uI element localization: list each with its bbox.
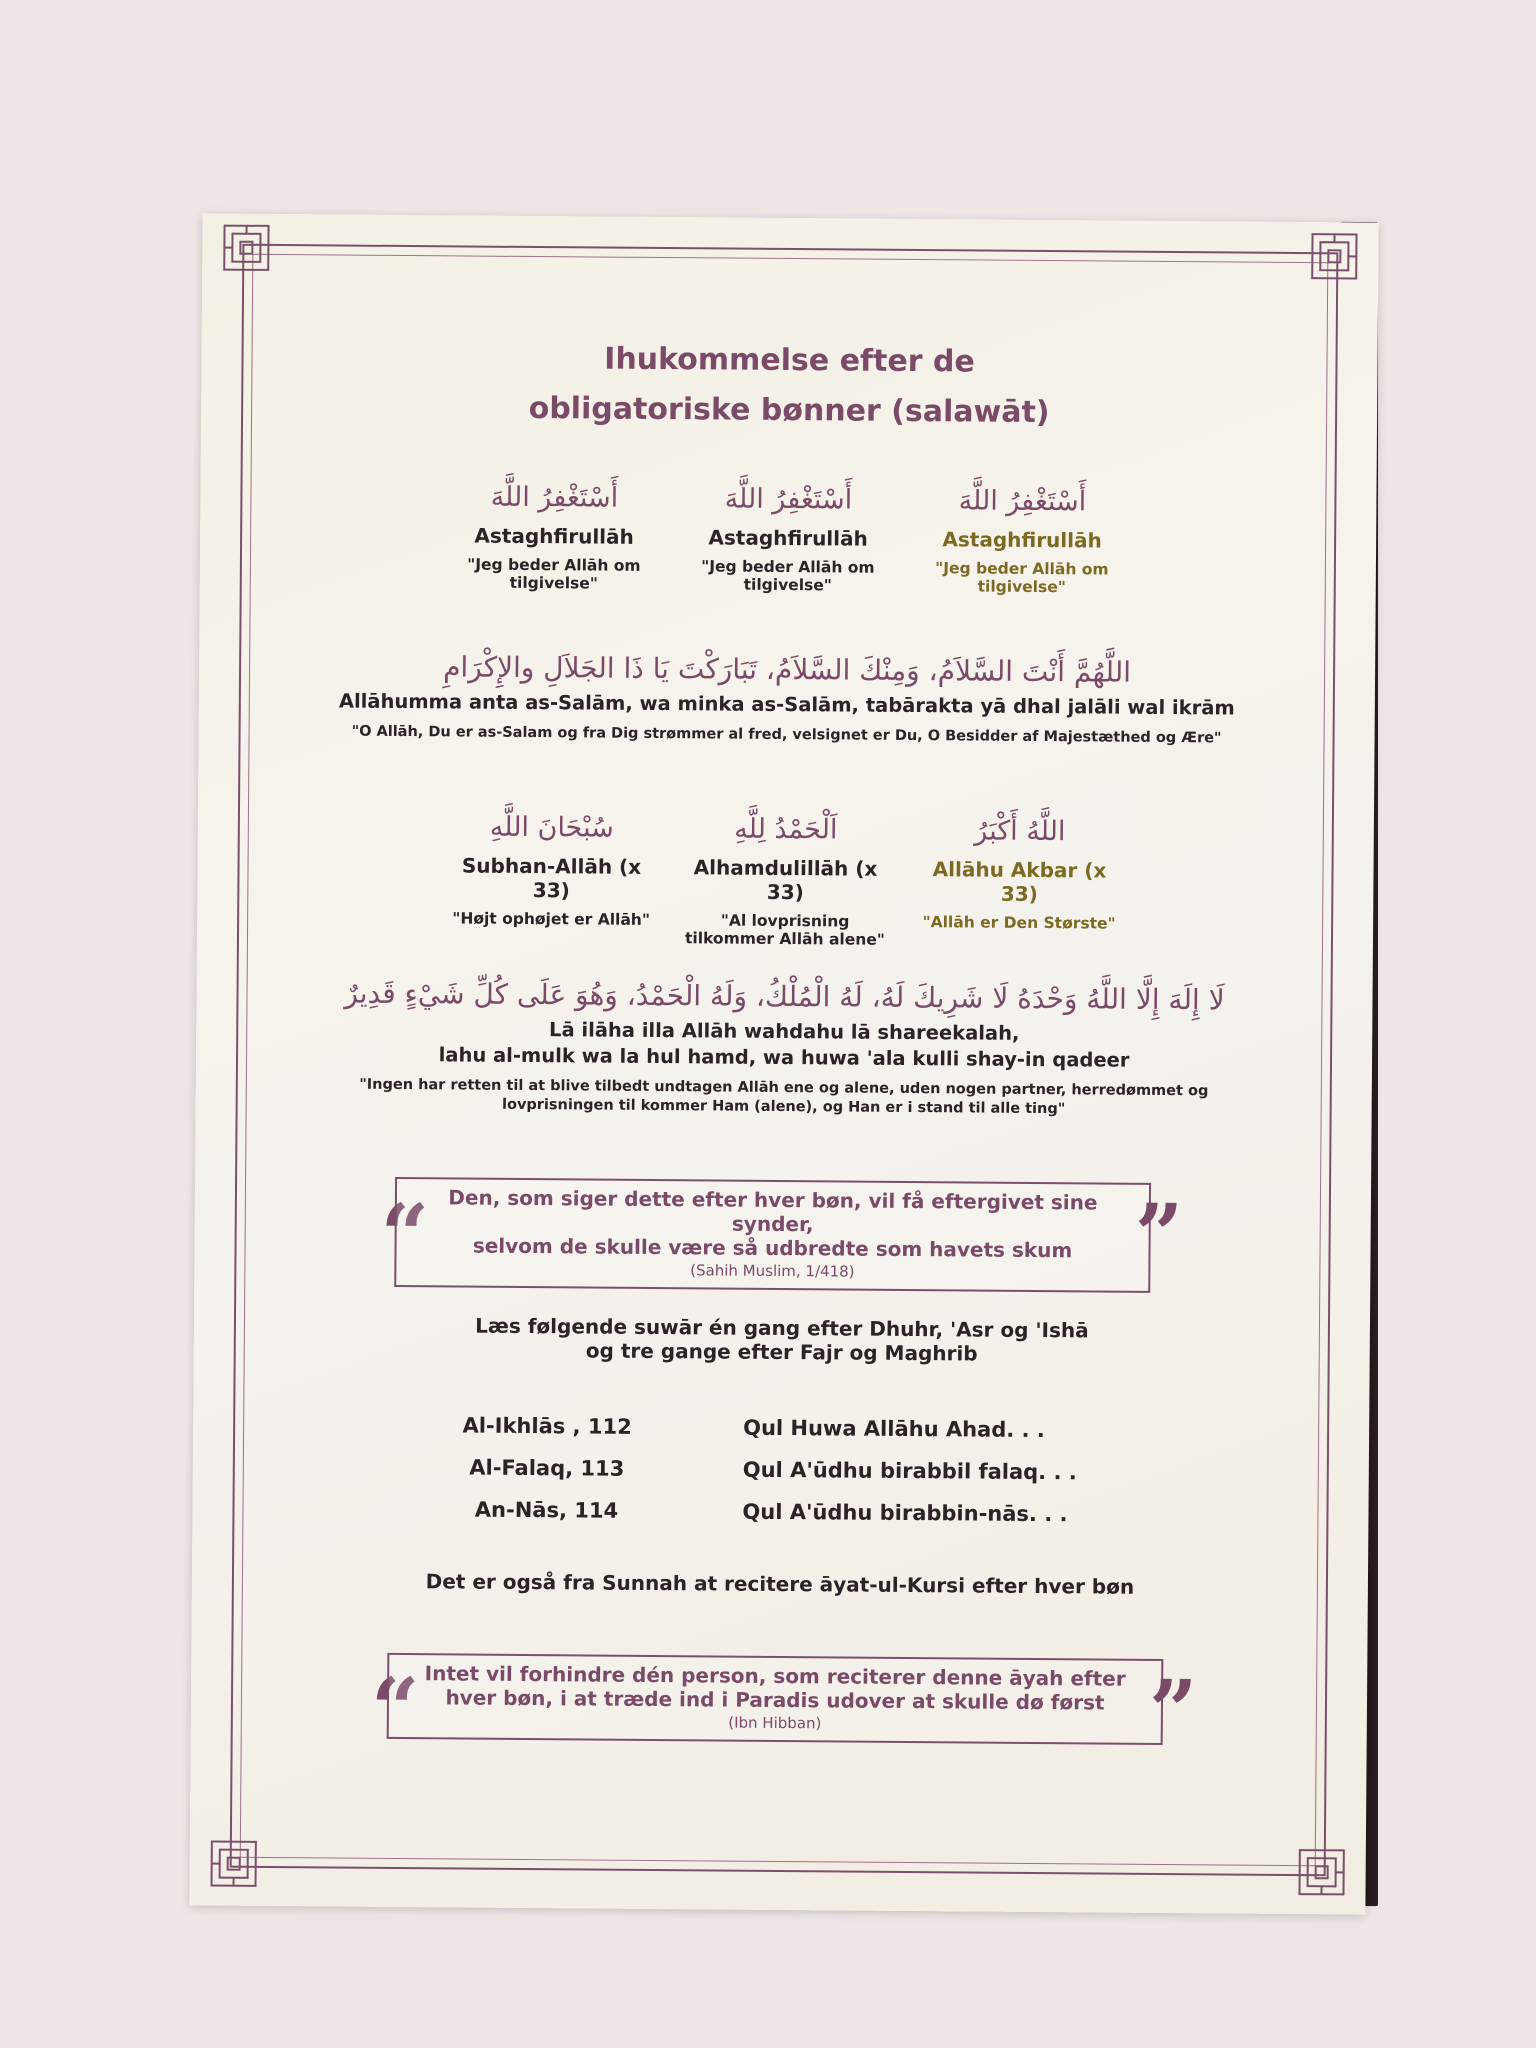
arabic-text: أَسْتَغْفِرُ اللَّهَ (958, 485, 1087, 518)
corner-ornament-bottom-left (207, 1837, 259, 1889)
quote-source: (Ibn Hibban) (728, 1713, 822, 1733)
instruction-line-2: og tre gange efter Fajr og Maghrib (585, 1338, 978, 1366)
arabic-text: اللَّهُ أَكْبَرُ (974, 815, 1066, 848)
corner-ornament-top-left (220, 222, 272, 274)
quote-line-1: Den, som siger dette efter hver bøn, vil få eftergivet sine synder, (448, 1185, 1098, 1237)
arabic-text: اللَّهُمَّ أَنْتَ السَّلاَمُ، وَمِنْكَ السَّلاَمُ، تَبَارَكْتَ يَا ذَا الجَلاَلِ والإِكْرَامِ (443, 650, 1132, 689)
instruction-line-1: Læs følgende suwār én gang efter Dhuhr, 'Asr og 'Ishā (475, 1313, 1089, 1343)
transliteration: Astaghfirullāh (708, 525, 868, 551)
translation: "Jeg beder Allāh om tilgivelse" (701, 557, 875, 595)
surah-opening: Qul A'ūdhu birabbil falaq. . . (742, 1457, 1077, 1485)
istighfar-item (688, 479, 889, 595)
translation-line-1: "Ingen har retten til at blive tilbedt undtagen Allāh ene og alene, uden nogen partner, herredømmet og (359, 1076, 1209, 1100)
translation: "Højt ophøjet er Allāh" (452, 909, 651, 929)
dua-salam (289, 649, 1286, 749)
quote-line-1: Intet vil forhindre dén person, som reciterer denne āyah efter (424, 1661, 1126, 1691)
surah-name: An-Nās, 114 (474, 1497, 619, 1523)
arabic-text: اَلْحَمْدُ لِلَّهِ (734, 813, 838, 846)
quote-line-2: hver bøn, i at træde ind i Paradis udover at skulle dø først (445, 1685, 1105, 1715)
istighfar-item (454, 477, 655, 593)
surah-instruction (194, 1311, 1370, 1368)
translation-line-2: lovprisningen til kommer Ham (alene), og Han er i stand til alle ting" (501, 1096, 1066, 1118)
tasbih-item (451, 807, 652, 947)
transliteration: Allāhu Akbar (x 33) (932, 857, 1107, 906)
sunnah-note: Det er også fra Sunnah at recitere āyat-ul-Kursi efter hver bøn (425, 1569, 1135, 1599)
tasbih-row (197, 805, 1374, 952)
dua-tahlil (286, 976, 1283, 1121)
poster (189, 213, 1378, 1914)
translation: "Allāh er Den Største" (922, 913, 1116, 933)
translation: "Jeg beder Allāh om tilgivelse" (935, 559, 1109, 597)
transliteration-line-2: lahu al-mulk wa la hul hamd, wa huwa 'ala kulli shay-in qadeer (438, 1043, 1130, 1072)
transliteration: Astaghfirullāh (942, 527, 1102, 553)
arabic-text: أَسْتَغْفِرُ اللَّهَ (724, 483, 853, 516)
close-quote-icon: ” (1134, 1184, 1184, 1285)
open-quote-icon: “ (380, 1184, 430, 1285)
surah-name: Al-Ikhlās , 112 (462, 1413, 632, 1439)
poster-title (201, 331, 1378, 440)
istighfar-row (200, 475, 1377, 598)
surah-opening: Qul A'ūdhu birabbin-nās. . . (742, 1499, 1068, 1527)
arabic-text: لَا إِلَهَ إِلَّا اللَّهُ وَحْدَهُ لَا شَرِيكَ لَهُ، لَهُ الْمُلْكُ، وَلَهُ الْحَمْدُ، وَهُوَ عَلَى كُلِّ شَيْءٍ قَدِيرٌ (344, 976, 1225, 1017)
transliteration: Allāhumma anta as-Salām, wa minka as-Salām, tabārakta yā dhal jalāli wal ikrām (338, 689, 1235, 720)
transliteration: Alhamdulillāh (x 33) (693, 855, 878, 905)
translation: "O Allāh, Du er as-Salam og fra Dig strømmer al fred, velsignet er Du, O Besidder af Majestæthed og Ære" (351, 723, 1222, 747)
arabic-text: أَسْتَغْفِرُ اللَّهَ (490, 481, 619, 514)
quote-line-2: selvom de skulle være så udbredte som havets skum (472, 1233, 1073, 1263)
translation: "Jeg beder Allāh om tilgivelse" (467, 555, 641, 593)
title-line-1: Ihukommelse efter de (604, 341, 975, 380)
quote-source: (Sahih Muslim, 1/418) (690, 1261, 855, 1281)
transliteration: Subhan-Allāh (x 33) (461, 853, 642, 903)
translation: "Al lovprisning tilkommer Allāh alene" (684, 911, 885, 949)
arabic-text: سُبْحَانَ اللَّهِ (489, 811, 614, 844)
tasbih-item (685, 809, 886, 949)
open-quote-icon: “ (370, 1658, 420, 1759)
title-line-2: obligatoriske bønner (salawāt) (528, 390, 1050, 431)
tasbih-item (919, 811, 1120, 951)
transliteration: Astaghfirullāh (474, 523, 634, 549)
istighfar-item (922, 481, 1123, 597)
hadith-quote-box (387, 1653, 1164, 1745)
close-quote-icon: ” (1148, 1660, 1198, 1761)
transliteration-line-1: Lā ilāha illa Allāh wahdahu lā shareekalah, (548, 1018, 1020, 1045)
surah-opening: Qul Huwa Allāhu Ahad. . . (743, 1415, 1045, 1443)
corner-ornament-top-right (1308, 230, 1360, 282)
surah-name: Al-Falaq, 113 (469, 1455, 625, 1481)
corner-ornament-bottom-right (1295, 1846, 1347, 1898)
hadith-quote-box (394, 1177, 1151, 1293)
